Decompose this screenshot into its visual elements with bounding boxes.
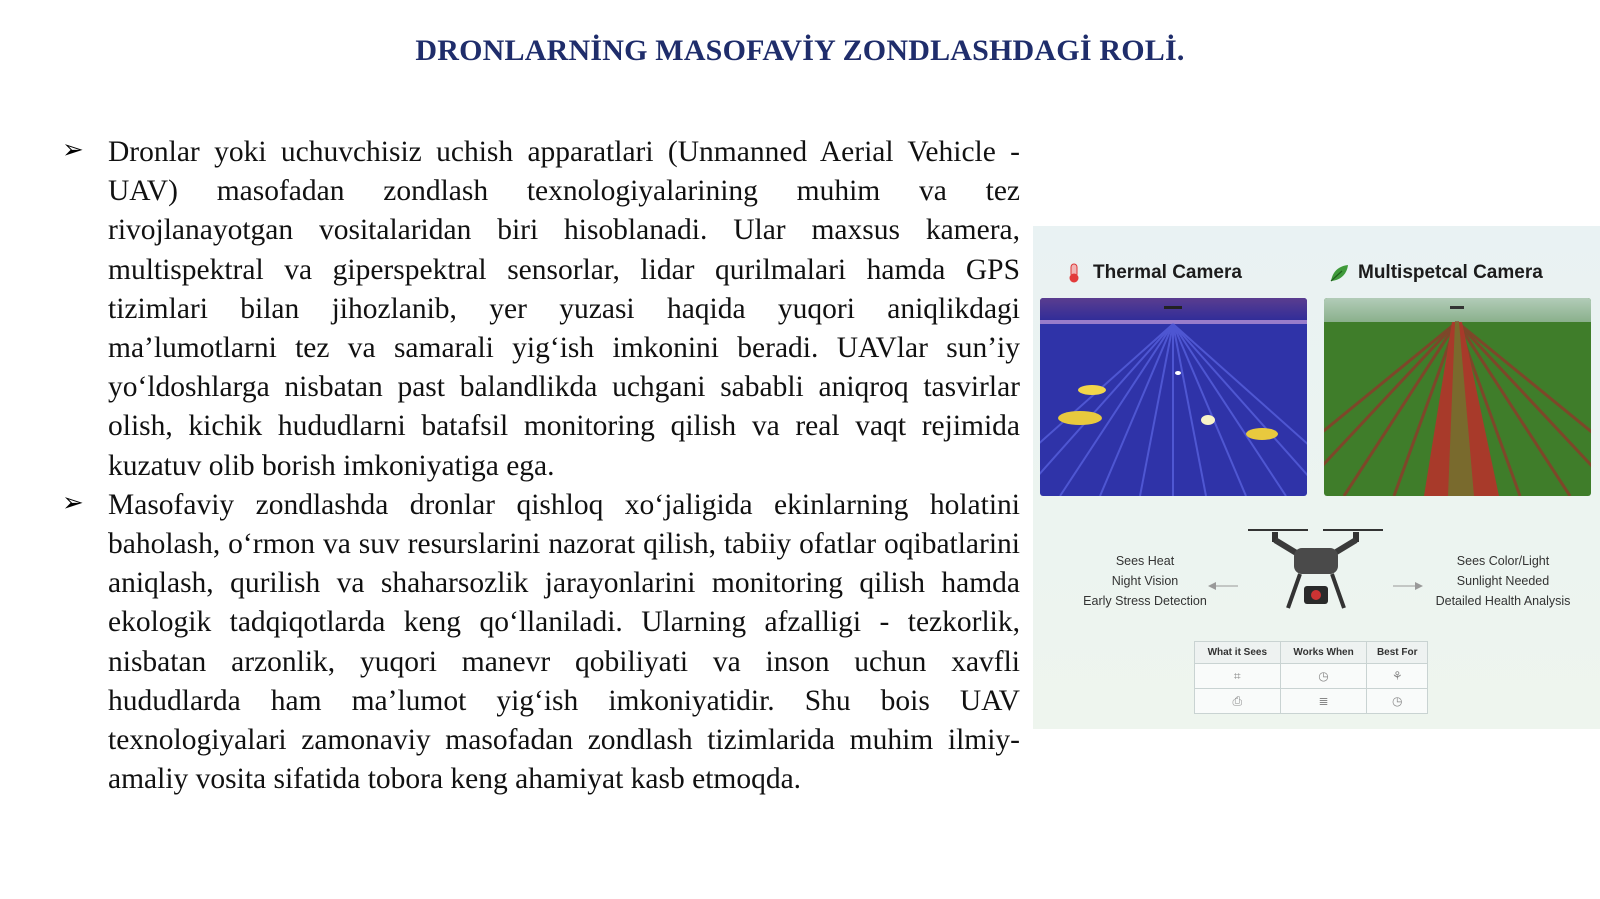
table-cell-icon: ◷	[1280, 664, 1367, 689]
table-cell-icon: ⚘	[1367, 664, 1428, 689]
thermal-camera-label	[1063, 262, 1242, 284]
feature-text: Sees Heat	[1115, 554, 1175, 568]
bullet-text: Dronlar yoki uchuvchisiz uchish apparatlari (Unmanned Aerial Vehicle - UAV) masofadan zondlash texnologiyalarining muhim va tez rivojlanayotgan vositalaridan biri hisoblanadi. Ular maxsus kamera, multispektral va giperspektral sensorlar, lidar qurilmalari hamda GPS tizimlari bilan jihozlanib, yer yuzasi haqida yuqori aniqlikdagi ma’lumotlarni tez va samarali yig‘ish imkonini beradi. UAVlar sun’iy yo‘ldoshlarga nisbatan past balandlikda uchgani sababli aniqroq tasvirlar olish, kichik hududlarni batafsil monitoring qilish va real vaqt rejimida kuzatuv olib borish imkoniyatiga ega.	[108, 136, 1020, 482]
multispectral-camera-label	[1328, 262, 1543, 284]
feature-text: Night Vision	[1111, 574, 1179, 588]
slide-title: DRONLARNİNG MASOFAVİY ZONDLASHDAGİ ROLİ.	[415, 34, 1185, 67]
bullet-text: Masofaviy zondlashda dronlar qishloq xo‘jaligida ekinlarning holatini baholash, o‘rmon va suv resurslarini nazorat qilish, tabiiy ofatlar oqibatlarini aniqlash, qurilish va shaharsozlik jarayonlarini monitoring qilish hamda ekologik tadqiqotlarda keng qo‘llaniladi. Ularning afzalligi - tezkorlik, nisbatan arzonlik, yuqori manevr qobiliyati va inson uchun xavfli hududlarda ham ma’lumot yig‘ish imkoniyatidir. Shu bois UAV texnologiyalari zamonaviy masofadan zondlash tizimlarida muhim ilmiy-amaliy vosita sifatida tobora keng ahamiyat kasb etmoqda.	[108, 488, 1020, 796]
comparison-table	[1194, 641, 1428, 714]
feature-text: Detailed Health Analysis	[1435, 594, 1571, 608]
drone-icon	[1208, 526, 1423, 626]
arrow-bullet-icon: ➢	[62, 135, 84, 165]
leaf-icon	[1328, 262, 1350, 284]
bullet-item	[62, 133, 1020, 486]
table-header: Best For	[1367, 642, 1428, 664]
table-cell-icon: ⎙	[1195, 689, 1281, 714]
table-header: What it Sees	[1195, 642, 1281, 664]
feature-text: Sees Color/Light	[1456, 554, 1550, 568]
table-row	[1195, 664, 1428, 689]
bullet-item	[62, 486, 1020, 800]
arrow-bullet-icon: ➢	[62, 487, 84, 518]
table-row	[1195, 689, 1428, 714]
camera-comparison-infographic	[1033, 226, 1600, 729]
table-header-row	[1195, 642, 1428, 664]
table-header: Works When	[1280, 642, 1367, 664]
multispectral-camera-title: Multispetcal Camera	[1358, 262, 1543, 283]
thermal-camera-title: Thermal Camera	[1093, 262, 1242, 283]
thermometer-icon	[1063, 262, 1085, 284]
thermal-field-image	[1040, 298, 1307, 496]
table-cell-icon: ≣	[1280, 689, 1367, 714]
multispectral-features	[1413, 551, 1593, 611]
feature-text: Sunlight Needed	[1456, 574, 1550, 588]
bullet-list	[62, 133, 1020, 799]
table-cell-icon: ◷	[1367, 689, 1428, 714]
feature-text: Early Stress Detection	[1083, 594, 1207, 608]
multispectral-field-image	[1324, 298, 1591, 496]
table-cell-icon: ⌗	[1195, 664, 1281, 689]
